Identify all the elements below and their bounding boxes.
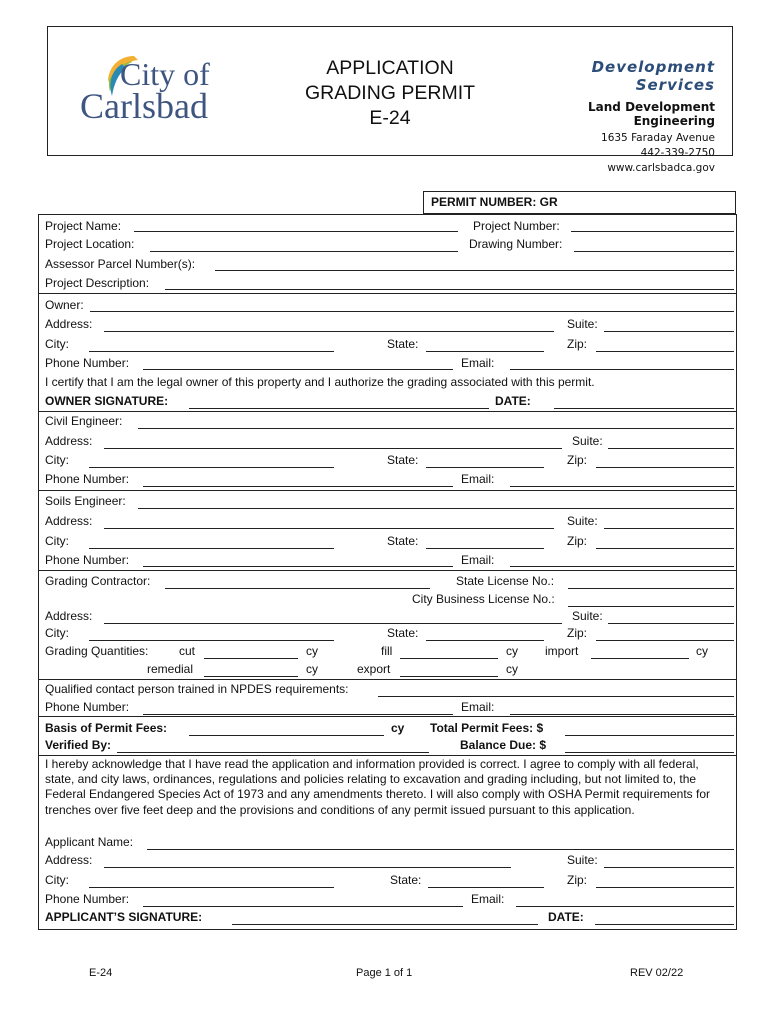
owner-phone-label: Phone Number: (45, 356, 130, 370)
grading-quantities-label: Grading Quantities: (45, 644, 149, 658)
civil-state-label: State: (387, 453, 419, 467)
remedial-unit: cy (306, 662, 318, 676)
applicant-city-label: City: (45, 873, 69, 887)
contractor-email-field[interactable] (510, 714, 734, 715)
remedial-label: remedial (147, 662, 194, 676)
civil-city-field[interactable] (89, 467, 334, 468)
document-title (290, 56, 490, 131)
civil-address-field[interactable] (104, 448, 562, 449)
contractor-phone-field[interactable] (143, 714, 453, 715)
civil-suite-label: Suite: (572, 434, 603, 448)
applicant-suite-label: Suite: (567, 853, 598, 867)
npdes-field[interactable] (378, 696, 734, 697)
logo-text-carlsbad: Carlsbad (80, 86, 208, 126)
title-line-2: GRADING PERMIT (304, 82, 476, 104)
section-divider (38, 293, 737, 294)
remedial-field[interactable] (204, 676, 298, 677)
footer-page: Page 1 of 1 (356, 967, 413, 979)
balance-due-label: Balance Due: $ (460, 738, 547, 752)
applicant-suite-field[interactable] (604, 867, 734, 868)
soils-email-field[interactable] (510, 566, 734, 567)
department-info (520, 58, 715, 176)
civil-state-field[interactable] (426, 467, 544, 468)
contractor-zip-field[interactable] (596, 640, 734, 641)
total-fees-field[interactable] (565, 735, 734, 736)
contractor-address-label: Address: (45, 609, 93, 623)
footer-form-id: E-24 (89, 967, 113, 979)
import-unit: cy (696, 644, 708, 658)
soils-state-field[interactable] (426, 548, 544, 549)
export-field[interactable] (400, 676, 498, 677)
applicant-name-label: Applicant Name: (45, 835, 134, 849)
project-number-label: Project Number: (473, 219, 560, 233)
section-divider (38, 716, 737, 717)
section-divider (38, 490, 737, 491)
dept-address: 1635 Faraday Avenue (601, 132, 715, 144)
total-fees-label: Total Permit Fees: $ (430, 721, 544, 735)
city-logo (78, 54, 228, 134)
owner-field[interactable] (90, 311, 734, 312)
fill-label: fill (381, 644, 393, 658)
balance-due-field[interactable] (565, 752, 734, 753)
owner-city-field[interactable] (89, 351, 334, 352)
division-name: Land Development Engineering (588, 100, 715, 128)
owner-date-label: DATE: (495, 394, 531, 408)
import-label: import (545, 644, 579, 658)
soils-engineer-label: Soils Engineer: (45, 494, 126, 508)
project-description-label: Project Description: (45, 276, 150, 290)
civil-city-label: City: (45, 453, 69, 467)
footer-revision: REV 02/22 (630, 967, 684, 979)
applicant-email-label: Email: (471, 892, 505, 906)
civil-engineer-field[interactable] (138, 428, 734, 429)
project-name-label: Project Name: (45, 219, 122, 233)
applicant-email-field[interactable] (516, 906, 734, 907)
owner-state-field[interactable] (426, 351, 544, 352)
section-divider (38, 411, 737, 412)
applicant-date-field[interactable] (595, 924, 734, 925)
applicant-zip-label: Zip: (567, 873, 588, 887)
contractor-zip-label: Zip: (567, 626, 588, 640)
applicant-signature-field[interactable] (232, 924, 538, 925)
city-license-label: City Business License No.: (412, 592, 555, 606)
project-description-field[interactable] (165, 289, 734, 290)
basis-fees-field[interactable] (189, 735, 384, 736)
applicant-date-label: DATE: (548, 910, 584, 924)
basis-fees-unit: cy (391, 721, 405, 735)
soils-suite-field[interactable] (604, 528, 734, 529)
applicant-phone-field[interactable] (143, 906, 463, 907)
basis-fees-label: Basis of Permit Fees: (45, 721, 168, 735)
applicant-address-label: Address: (45, 853, 93, 867)
section-divider (38, 755, 737, 756)
owner-address-field[interactable] (104, 331, 554, 332)
contractor-address-field[interactable] (104, 623, 562, 624)
owner-suite-field[interactable] (604, 331, 734, 332)
contractor-field[interactable] (165, 588, 430, 589)
contractor-state-label: State: (387, 626, 419, 640)
contractor-city-field[interactable] (89, 640, 334, 641)
soils-email-label: Email: (461, 553, 495, 567)
applicant-city-field[interactable] (89, 887, 334, 888)
contractor-city-label: City: (45, 626, 69, 640)
applicant-name-field[interactable] (147, 849, 734, 850)
fill-unit: cy (506, 644, 518, 658)
civil-zip-field[interactable] (596, 467, 734, 468)
apn-label: Assessor Parcel Number(s): (45, 257, 196, 271)
cut-unit: cy (306, 644, 318, 658)
state-license-label: State License No.: (456, 574, 555, 588)
project-location-label: Project Location: (45, 237, 135, 251)
contractor-label: Grading Contractor: (45, 574, 151, 588)
permit-number-box[interactable] (423, 191, 736, 214)
owner-zip-label: Zip: (567, 337, 588, 351)
verified-by-field[interactable] (117, 752, 429, 753)
soils-state-label: State: (387, 534, 419, 548)
owner-zip-field[interactable] (596, 351, 734, 352)
civil-phone-label: Phone Number: (45, 472, 130, 486)
civil-engineer-label: Civil Engineer: (45, 414, 123, 428)
title-line-3: E-24 (369, 107, 411, 129)
city-license-field[interactable] (568, 606, 734, 607)
applicant-state-label: State: (390, 873, 422, 887)
owner-phone-field[interactable] (143, 369, 453, 370)
soils-phone-label: Phone Number: (45, 553, 130, 567)
project-name-field[interactable] (134, 231, 458, 232)
owner-address-label: Address: (45, 317, 93, 331)
export-unit: cy (506, 662, 518, 676)
contractor-suite-field[interactable] (608, 623, 734, 624)
verified-by-label: Verified By: (45, 738, 112, 752)
civil-phone-field[interactable] (143, 486, 453, 487)
soils-phone-field[interactable] (143, 566, 453, 567)
apn-field[interactable] (215, 270, 734, 271)
project-location-field[interactable] (150, 251, 458, 252)
applicant-state-field[interactable] (428, 887, 544, 888)
section-divider (38, 570, 737, 571)
applicant-address-field[interactable] (104, 867, 511, 868)
drawing-number-field[interactable] (574, 251, 734, 252)
contractor-phone-label: Phone Number: (45, 700, 130, 714)
drawing-number-label: Drawing Number: (469, 237, 563, 251)
civil-email-label: Email: (461, 472, 495, 486)
soils-zip-field[interactable] (596, 548, 734, 549)
applicant-phone-label: Phone Number: (45, 892, 130, 906)
owner-email-label: Email: (461, 356, 495, 370)
soils-address-field[interactable] (104, 528, 554, 529)
owner-date-field[interactable] (554, 408, 734, 409)
civil-email-field[interactable] (510, 486, 734, 487)
owner-signature-label: OWNER SIGNATURE: (45, 394, 169, 408)
soils-address-label: Address: (45, 514, 93, 528)
acknowledgement-text: I hereby acknowledge that I have read the application and information provided is correct. I agree to comply with all federal, state, and city laws, ordinances, regulations and policies relating to excavation and grading including, but not limited to, the Federal Endangered Species Act of 1973 and any amendments thereto. I will also comply with OSHA Permit requirements for trenches over five feet deep and the provisions and conditions of any permit issued pursuant to this application. (45, 757, 711, 817)
owner-signature-field[interactable] (189, 408, 489, 409)
soils-city-label: City: (45, 534, 69, 548)
dept-website: www.carlsbadca.gov (607, 162, 715, 174)
contractor-state-field[interactable] (426, 640, 544, 641)
civil-address-label: Address: (45, 434, 93, 448)
npdes-label: Qualified contact person trained in NPDES requirements: (45, 682, 349, 696)
contractor-email-label: Email: (461, 700, 495, 714)
civil-zip-label: Zip: (567, 453, 588, 467)
owner-label: Owner: (45, 298, 84, 312)
owner-state-label: State: (387, 337, 419, 351)
form-box (38, 214, 737, 930)
department-name: Development Services (591, 58, 715, 94)
soils-suite-label: Suite: (567, 514, 598, 528)
applicant-zip-field[interactable] (596, 887, 734, 888)
cut-field[interactable] (204, 658, 298, 659)
soils-zip-label: Zip: (567, 534, 588, 548)
contractor-suite-label: Suite: (572, 609, 603, 623)
owner-city-label: City: (45, 337, 69, 351)
import-field[interactable] (591, 658, 689, 659)
applicant-signature-label: APPLICANT’S SIGNATURE: (45, 910, 203, 924)
permit-number-label: PERMIT NUMBER: GR (431, 195, 558, 209)
cut-label: cut (179, 644, 196, 658)
project-number-field[interactable] (571, 231, 734, 232)
section-divider (38, 679, 737, 680)
fill-field[interactable] (400, 658, 498, 659)
soils-engineer-field[interactable] (138, 508, 734, 509)
state-license-field[interactable] (568, 588, 734, 589)
owner-suite-label: Suite: (567, 317, 598, 331)
soils-city-field[interactable] (89, 548, 334, 549)
title-line-1: APPLICATION (326, 57, 454, 79)
logo-text-city: City of (120, 56, 210, 92)
owner-certify-text: I certify that I am the legal owner of this property and I authorize the grading associated with this permit. (45, 375, 595, 389)
export-label: export (357, 662, 391, 676)
dept-phone: 442-339-2750 (640, 147, 715, 159)
civil-suite-field[interactable] (608, 448, 734, 449)
owner-email-field[interactable] (510, 369, 734, 370)
